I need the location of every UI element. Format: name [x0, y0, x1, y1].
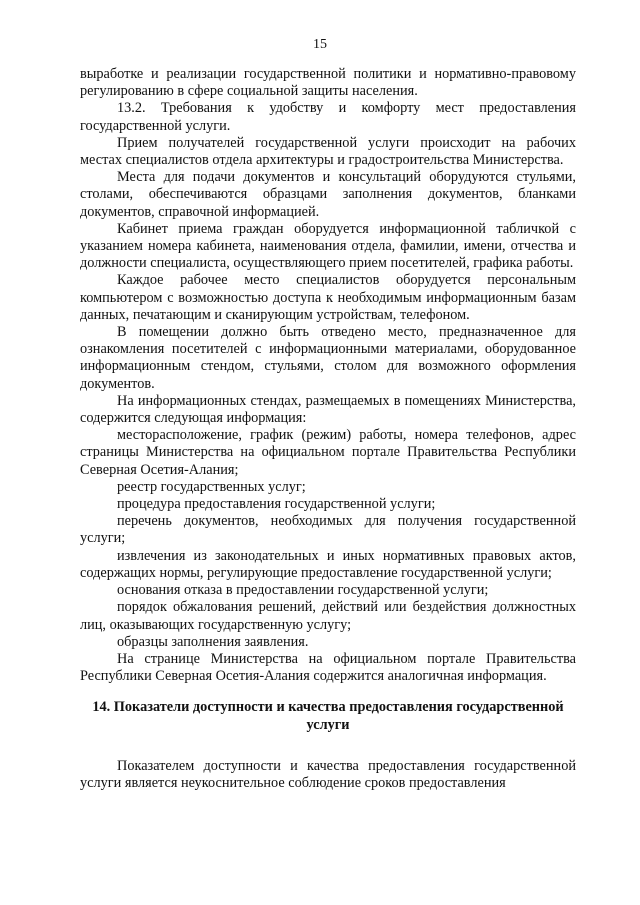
- paragraph-13-2-heading: 13.2. Требования к удобству и комфорту мест предоставления государственной услуги.: [80, 100, 576, 134]
- list-item-refusal-grounds: основания отказа в предоставлении государственной услуги;: [117, 582, 489, 599]
- list-item-extracts: извлечения из законодательных и иных нормативных правовых актов, содержащих нормы, регулирующие предоставление государственной услуги;: [80, 547, 576, 581]
- paragraph-portal-info: На странице Министерства на официальном портале Правительства Республики Северная Осетия-Алания содержится аналогичная информация.: [80, 650, 576, 685]
- list-item-procedure: процедура предоставления государственной услуги;: [117, 496, 436, 513]
- paragraph-continuation: выработке и реализации государственной политики и нормативно-правовому регулированию в сфере социальной защиты населения.: [80, 66, 576, 100]
- paragraph-workplace-equipment: Каждое рабочее место специалистов оборудуется персональным компьютером с возможностью доступа к необходимым информационным базам данных, печатающим и сканирующим устройствам, телефоном.: [80, 272, 576, 323]
- list-item-location: месторасположение, график (режим) работы, номера телефонов, адрес страницы Министерства на официальном портале Правительства Республики Северная Осетия-Алания;: [80, 427, 576, 478]
- paragraph-document-places: Места для подачи документов и консультаций оборудуются стульями, столами, обеспечиваются образцами заполнения документов, бланками документов, справочной информацией.: [80, 169, 576, 220]
- list-item-documents: перечень документов, необходимых для получения государственной услуги;: [80, 513, 576, 547]
- list-item-samples: образцы заполнения заявления.: [117, 633, 309, 650]
- page-number: 15: [313, 37, 327, 52]
- list-item-registry: реестр государственных услуг;: [117, 478, 306, 495]
- paragraph-reception-office: Кабинет приема граждан оборудуется информационной табличкой с указанием номера кабинета, наименования отдела, фамилии, имени, отчества и должности специалиста, осуществляющего прием посетителей, графика работы.: [80, 220, 576, 272]
- paragraph-reception-places: Прием получателей государственной услуги происходит на рабочих местах специалистов отдела архитектуры и градостроительства Министерства.: [80, 134, 576, 169]
- document-body: [80, 66, 576, 793]
- paragraph-quality-indicator: Показателем доступности и качества предоставления государственной услуги является неукоснительное соблюдение сроков предоставления: [80, 758, 576, 792]
- paragraph-info-stands: На информационных стендах, размещаемых в помещениях Министерства, содержится следующая информация:: [80, 392, 576, 427]
- list-item-appeal: порядок обжалования решений, действий или бездействия должностных лиц, оказывающих государственную услугу;: [80, 599, 576, 633]
- paragraph-visitor-area: В помещении должно быть отведено место, предназначенное для ознакомления посетителей с информационными материалами, оборудованное информационным стендом, стульями, столом для возможного оформления документов.: [80, 324, 576, 392]
- section-heading-14: 14. Показатели доступности и качества предоставления государственной услуги: [92, 699, 564, 733]
